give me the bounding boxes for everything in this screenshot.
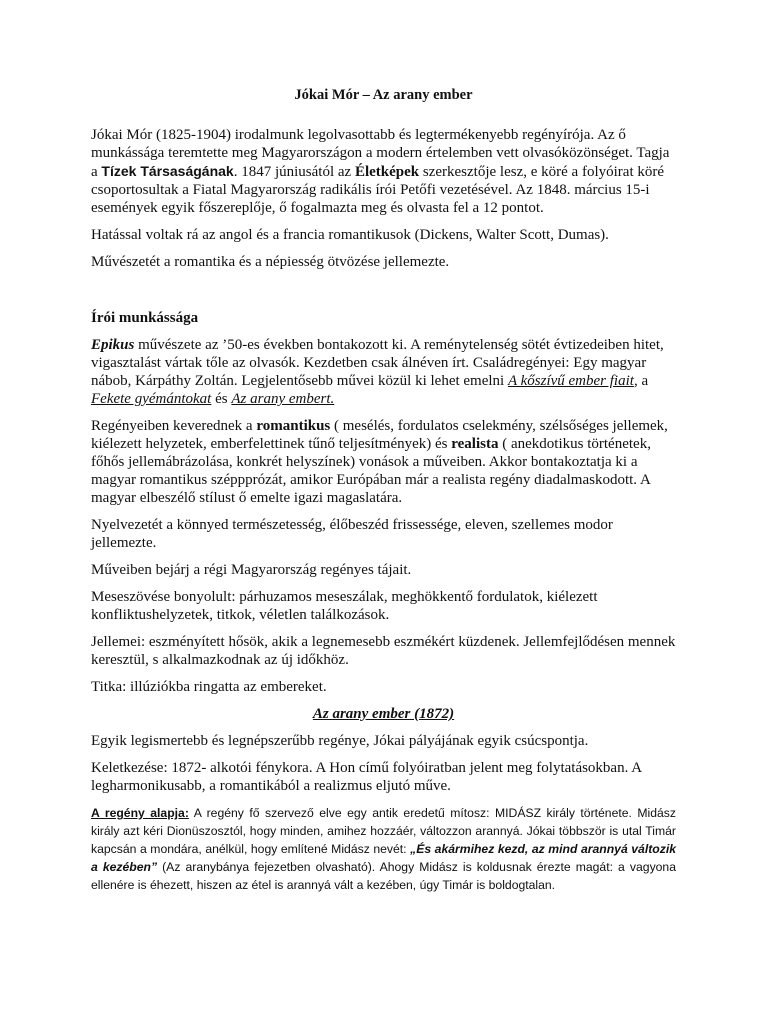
epikus-text: művészete az ’50-es években bontakozott ki. A reménytelenség sötét évtizedeiben hitet, vigasztalást vártak tőle az olvasók. Kezdetben csak álnéven írt. Családregényei: Egy magyar nábob, Kárpáthy Zoltán. Legjelentősebb művei közül ki lehet emelni: [91, 337, 664, 389]
realista-word: realista: [451, 436, 499, 452]
nyelvezet-paragraph: Nyelvezetét a könnyed természetesség, élőbeszéd frissessége, eleven, szellemes modor jellemezte.: [91, 517, 613, 551]
basis-text-b: (Az aranybánya fejezetben olvasható). Ahogy Midász is koldusnak érezte magát: a vagyona ellenére is éhezett, hiszen az étel is arannyá vált a kezében, úgy Timár is boldogtalan.: [91, 860, 676, 892]
roman-text-a: Regényeiben keverednek a: [91, 418, 257, 434]
basis-text-a: A regény fő szervező elve egy antik eredetű mítosz: MIDÁSZ király története. Midász király azt kéri Dionüszosztól, hogy minden, amihez hozzáér, változzon arannyá. Jókai többször is utal Timár kapcsán a mondára, anélkül, hogy említené Midász nevét:: [91, 806, 676, 856]
basis-quote: „És akármihez kezd, az mind arannyá változik a kezében”: [91, 842, 676, 874]
romantikus-word: romantikus: [256, 418, 331, 434]
novel-subtitle: Az arany ember (1872): [312, 706, 455, 722]
work-link-1: A kőszívű ember fiait: [507, 373, 634, 389]
meseszoves-paragraph: Meseszövése bonyolult: párhuzamos meseszálak, meghökkentő fordulatok, kiélezett konfliktushelyzetek, titkok, véletlen találkozások.: [91, 589, 598, 623]
sep-2: és: [211, 391, 232, 407]
roman-text-b: ( mesélés, fordulatos cselekmény, szélsőséges jellemek, kiélezett helyzetek, emberfelettinek tűnő teljesítmények) és: [91, 418, 668, 452]
work-link-2: Fekete gyémántokat: [91, 391, 212, 407]
intro-text-a: Jókai Mór (1825-1904) irodalmunk legolvasottabb és legtermékenyebb regényírója. Az ő munkássága teremtette meg Magyarországon a modern értelemben vett olvasóközönséget. Tagja a: [91, 127, 670, 180]
novel-paragraph-1: Egyik legismertebb és legnépszerűbb regénye, Jókai pályájának egyik csúcspontja.: [91, 733, 589, 749]
tizek-tarsasaga: Tízek Társaságának: [101, 163, 234, 179]
sep-1: , a: [633, 373, 649, 389]
novel-paragraph-2: Keletkezése: 1872- alkotói fénykora. A Hon című folyóiratban jelent meg folytatásokban. A legharmonikusabb, a romantikából a realizmus eljutó műve.: [91, 760, 642, 794]
titka-paragraph: Titka: illúziókba ringatta az embereket.: [91, 679, 327, 695]
intro-paragraph-1: [91, 126, 676, 217]
section-heading: Írói munkássága: [91, 310, 199, 326]
eletkepek: Életképek: [354, 164, 420, 180]
basis-label: A regény alapja:: [91, 806, 189, 820]
intro-text-b: . 1847 júniusától az: [233, 164, 355, 180]
jellemei-paragraph: Jellemei: eszményített hősök, akik a legnemesebb eszmékért küzdenek. Jellemfejlődésen mennek keresztül, s alkalmazkodnak az új időkhöz.: [91, 634, 676, 668]
work-link-3: Az arany embert.: [231, 391, 335, 407]
intro-text-c: szerkesztője lesz, e köré a folyóirat köré csoportosultak a Fiatal Magyarország radikális írói Petőfi vezetésével. Az 1848. március 15-i események egyik főszereplője, ő fogalmazta meg és olvasta fel a 12 pontot.: [91, 164, 665, 216]
novel-basis-paragraph: [91, 804, 676, 894]
intro-paragraph-2: Hatással voltak rá az angol és a francia romantikusok (Dickens, Walter Scott, Dumas).: [91, 227, 609, 243]
roman-text-c: ( anekdotikus történetek, főhős jellemábrázolása, konkrét helyszínek) vonások a műveiben. Akkor bontakoztatja ki a magyar romantikus széppprózát, amikor Európában már a realista regény diadalmaskodott. A magyar elbeszélő stílust ő emelte igazi magaslatára.: [91, 436, 651, 506]
intro-paragraph-3: Művészetét a romantika és a népiesség ötvözése jellemezte.: [91, 254, 450, 270]
bejar-paragraph: Műveiben bejárj a régi Magyarország regényes tájait.: [91, 562, 412, 578]
document-title: Jókai Mór – Az arany ember: [294, 87, 473, 103]
romantikus-paragraph: [91, 417, 676, 507]
epikus-word: Epikus: [91, 337, 135, 353]
epikus-paragraph: [91, 336, 676, 408]
